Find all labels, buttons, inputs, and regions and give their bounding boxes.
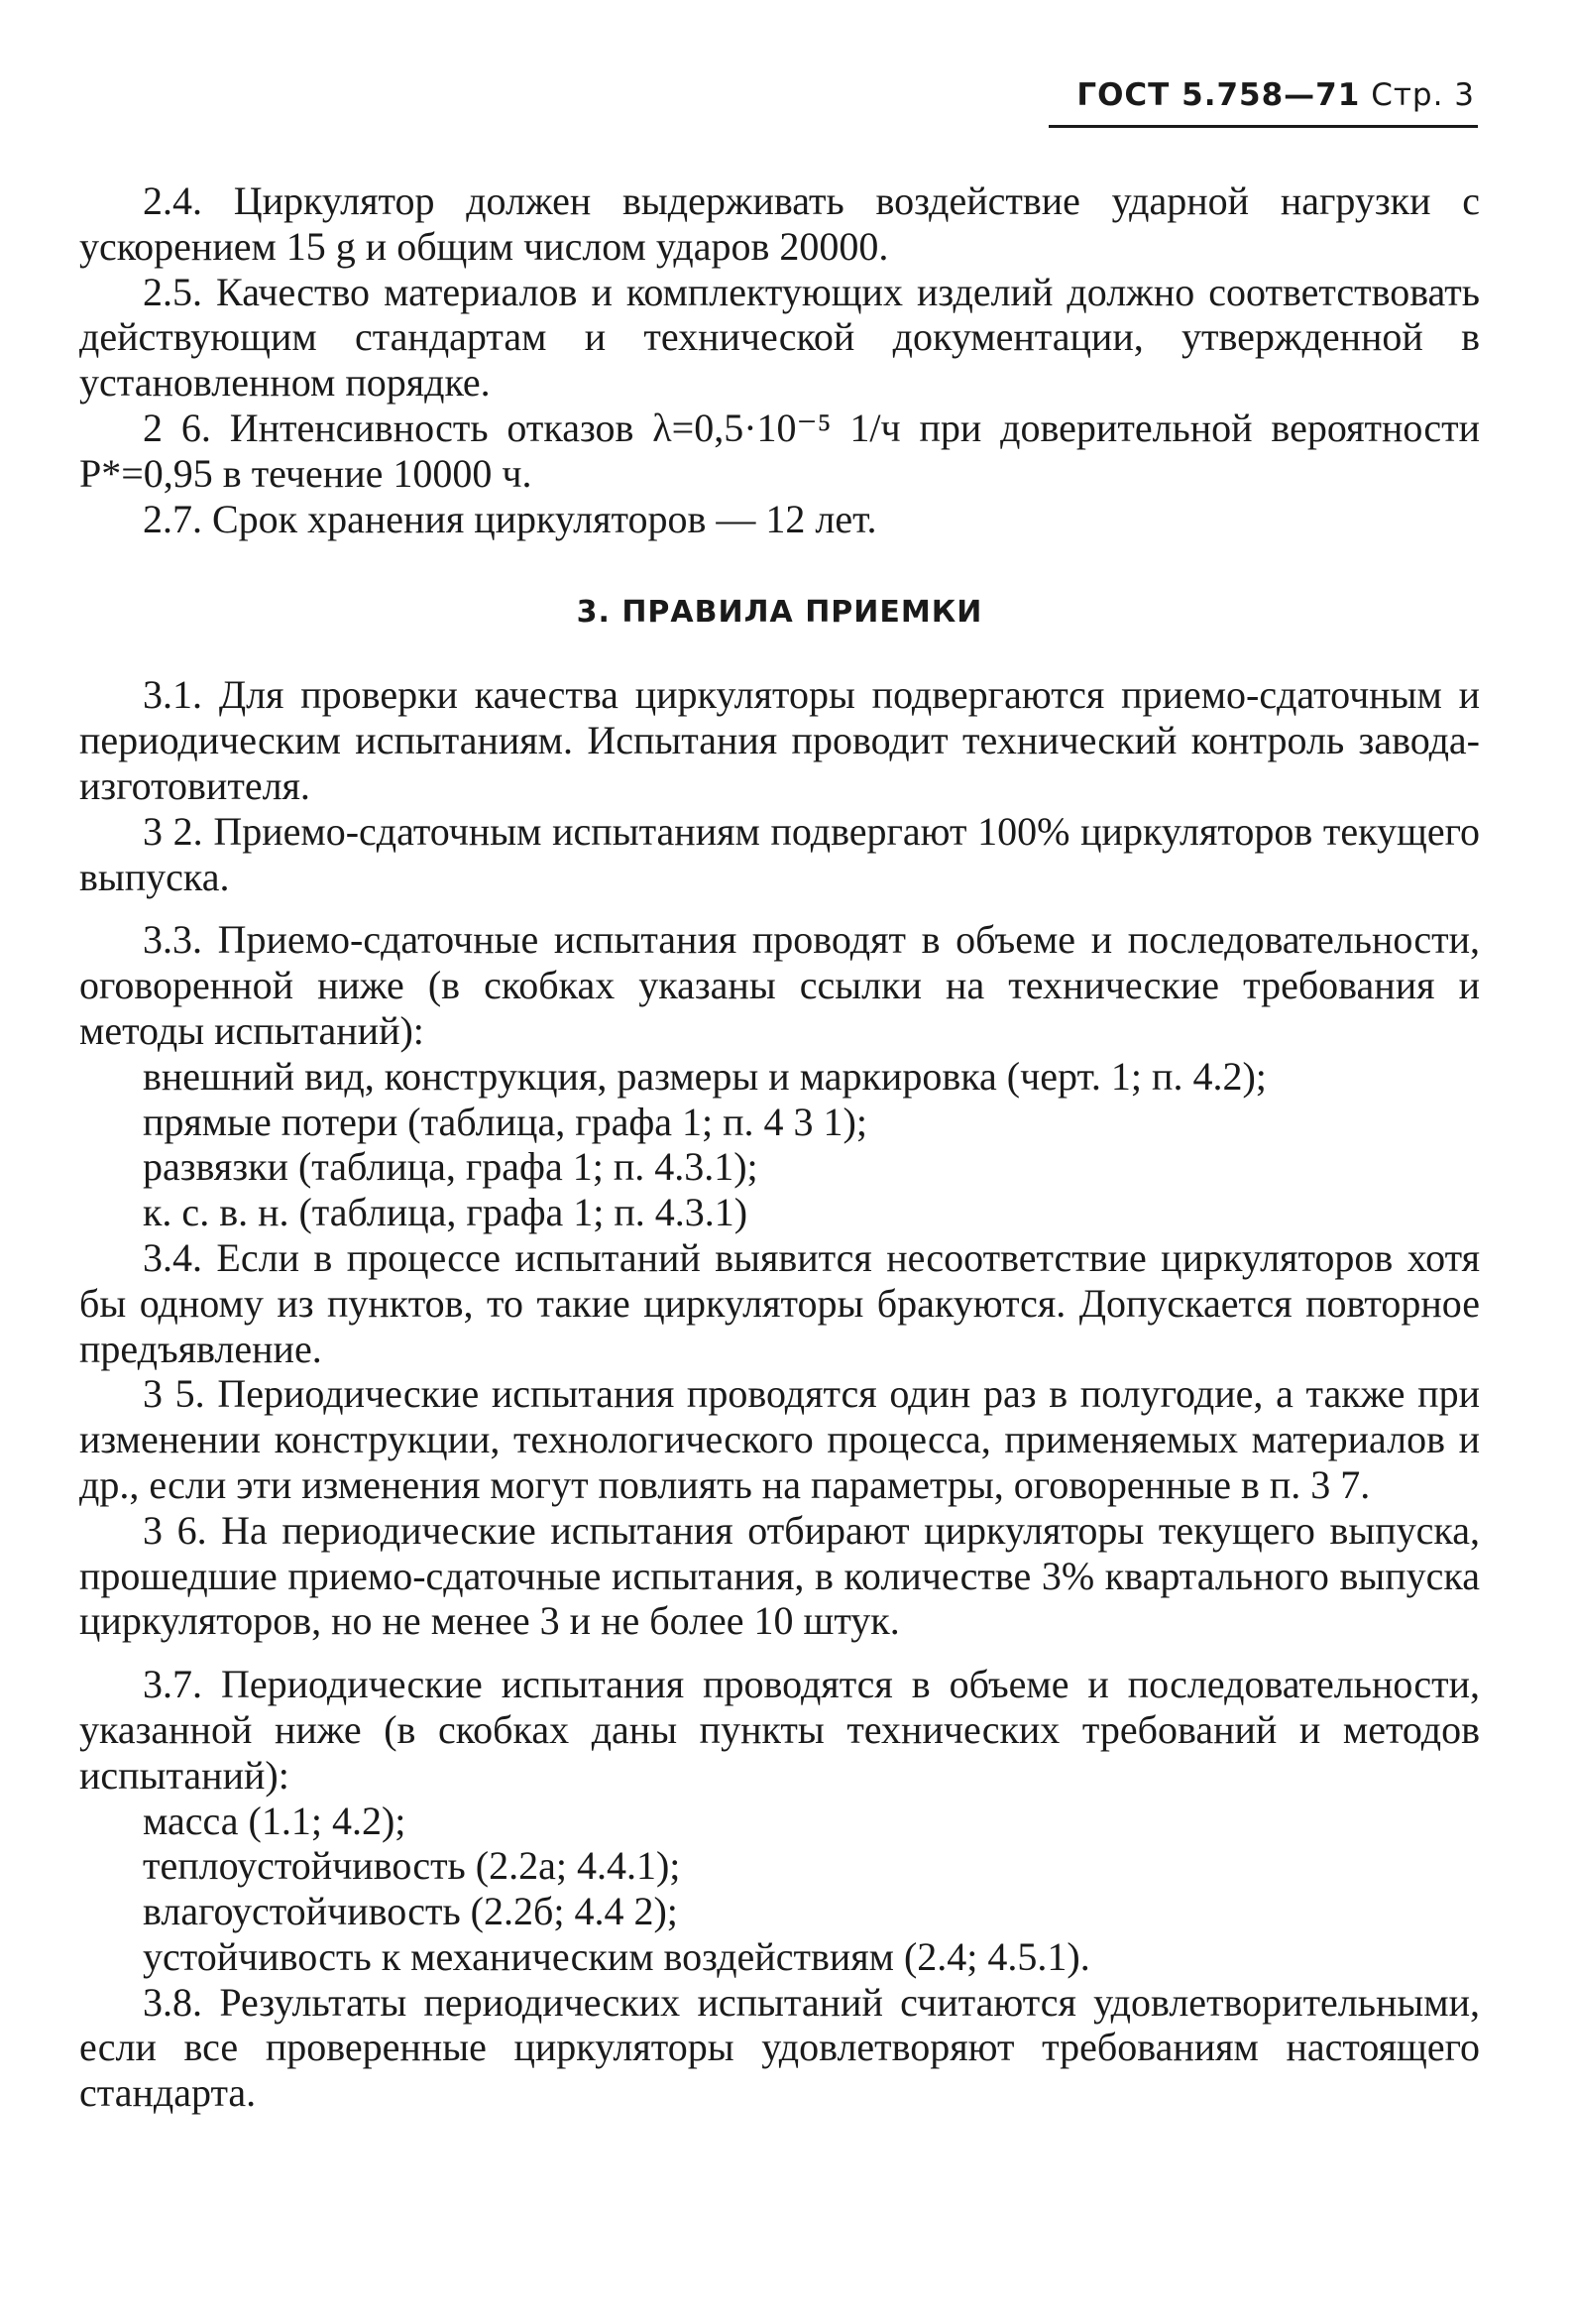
paragraph-3-5: 3 5. Периодические испытания проводятся один раз в полугодие, а также при изменении конструкции, технологического процесса, применяемых материалов и др., если эти изменения могут повлиять на параметры, оговоренные в п. 3 7. [79, 1371, 1480, 1507]
list-item: устойчивость к механическим воздействиям (2.4; 4.5.1). [143, 1933, 1090, 1979]
paragraph-3-7: 3.7. Периодические испытания проводятся в объеме и последовательности, указанной ниже (в скобках даны пункты технических требований и методов испытаний): [79, 1662, 1480, 1798]
list-item: прямые потери (таблица, графа 1; п. 4 3 1); [143, 1099, 867, 1144]
paragraph-3-4: 3.4. Если в процессе испытаний выявится несоответствие циркуляторов хотя бы одному из пунктов, то такие циркуляторы бракуются. Допускается повторное предъявление. [79, 1234, 1480, 1371]
page-number: Стр. 3 [1371, 77, 1475, 113]
paragraph-3-1: 3.1. Для проверки качества циркуляторы подвергаются приемо-сдаточным и периодическим испытаниям. Испытания проводит технический контроль завода-изготовителя. [79, 672, 1480, 808]
paragraph-2-5: 2.5. Качество материалов и комплектующих изделий должно соответствовать действующим стандартам и технической документации, утвержденной в установленном порядке. [79, 269, 1480, 406]
document-body [79, 178, 1480, 2116]
spacer [79, 1644, 1480, 1662]
page-header [1049, 77, 1475, 113]
section-title: 3. ПРАВИЛА ПРИЕМКИ [576, 595, 983, 631]
paragraph-3-3: 3.3. Приемо-сдаточные испытания проводят в объеме и последовательности, оговоренной ниже (в скобках указаны ссылки на технические требования и методы испытаний): [79, 917, 1480, 1053]
paragraph-2-4: 2.4. Циркулятор должен выдерживать воздействие ударной нагрузки с ускорением 15 g и общим числом ударов 20000. [79, 178, 1480, 269]
header-rule [1049, 125, 1478, 128]
standard-number: ГОСТ 5.758—71 [1076, 77, 1361, 113]
list-item: развязки (таблица, графа 1; п. 4.3.1); [143, 1144, 758, 1190]
paragraph-3-8: 3.8. Результаты периодических испытаний считаются удовлетворительными, если все проверенные циркуляторы удовлетворяют требованиям настоящего стандарта. [79, 1979, 1480, 2116]
list-item: масса (1.1; 4.2); [143, 1798, 406, 1843]
list-item: влагоустойчивость (2.2б; 4.4 2); [143, 1889, 678, 1934]
list-item: теплоустойчивость (2.2а; 4.4.1); [143, 1843, 681, 1889]
paragraph-2-6: 2 6. Интенсивность отказов λ=0,5·10⁻⁵ 1/ч при доверительной вероятности P*=0,95 в течение 10000 ч. [79, 405, 1480, 496]
paragraph-2-7: 2.7. Срок хранения циркуляторов — 12 лет. [143, 496, 877, 541]
paragraph-3-6: 3 6. На периодические испытания отбирают циркуляторы текущего выпуска, прошедшие приемо-сдаточные испытания, в количестве 3% квартального выпуска циркуляторов, но не менее 3 и не более 10 штук. [79, 1507, 1480, 1644]
list-item: к. с. в. н. (таблица, графа 1; п. 4.3.1) [143, 1190, 748, 1235]
list-item: внешний вид, конструкция, размеры и маркировка (черт. 1; п. 4.2); [143, 1053, 1267, 1099]
spacer [79, 899, 1480, 917]
paragraph-3-2: 3 2. Приемо-сдаточным испытаниям подвергают 100% циркуляторов текущего выпуска. [79, 808, 1480, 899]
